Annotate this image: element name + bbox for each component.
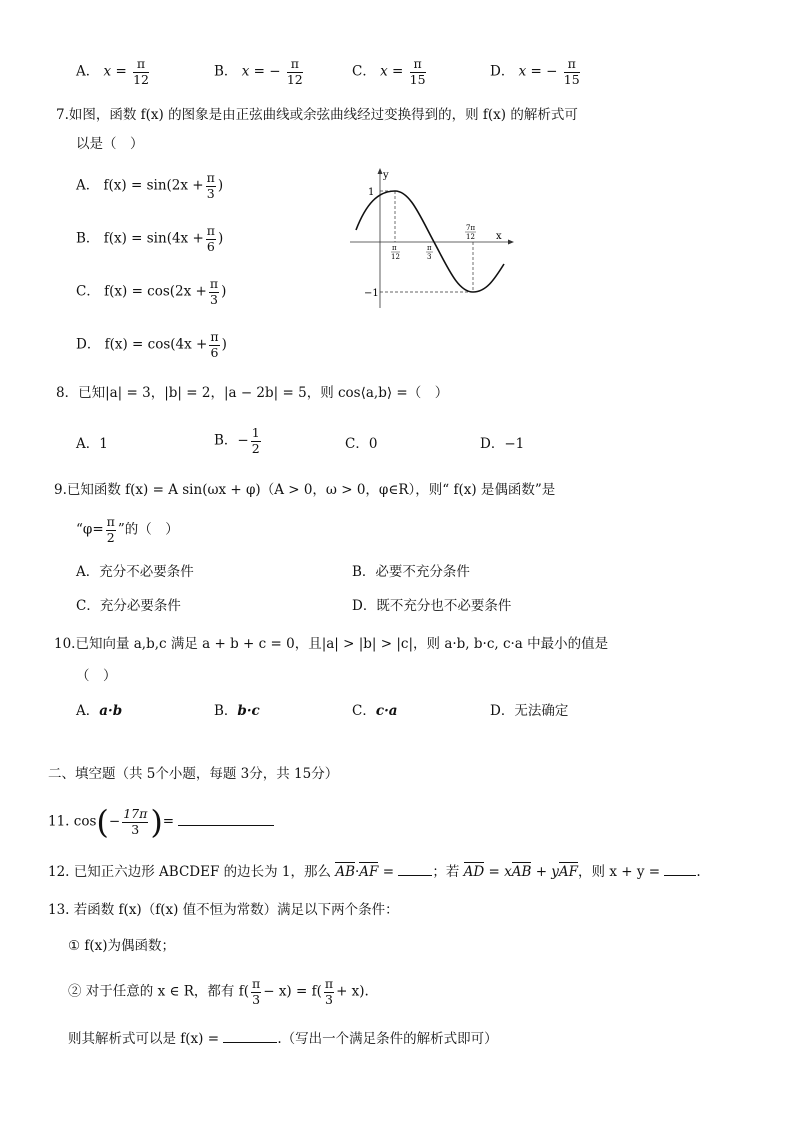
right-paren: ) <box>150 803 163 841</box>
tick-x2-num: π <box>427 244 432 252</box>
option-label: C． <box>352 703 376 719</box>
q8-option-d: D．−1 <box>480 436 525 452</box>
q13-stem: 13. 若函数 f(x)（f(x) 值不恒为常数）满足以下两个条件： <box>48 902 399 918</box>
answer-blank-2[interactable] <box>664 875 696 876</box>
option-label: D． <box>76 336 101 353</box>
q10-option-d: D．无法确定 <box>490 703 569 719</box>
stem-text: “φ= <box>76 521 104 538</box>
option-expression: x = − <box>518 63 558 80</box>
option-label: C． <box>76 283 100 300</box>
option-expression: f(x) = sin(4x + <box>103 230 204 247</box>
fraction: $\frac{\pi}{3}$ <box>252 976 261 1007</box>
q9-option-a: A．充分不必要条件 <box>76 564 194 580</box>
option-expression: x = <box>380 63 404 80</box>
fraction: $\frac{\pi}{3}$ <box>209 276 219 307</box>
tick-x3-num: 7π <box>466 224 476 232</box>
q10-option-a <box>76 705 122 719</box>
q8-option-c: C．0 <box>345 436 378 452</box>
option-label: B． <box>76 230 100 247</box>
q12-text: ；若 <box>432 864 460 880</box>
q9-option-c: C．充分必要条件 <box>76 598 181 614</box>
condition-text: + x). <box>336 983 369 1000</box>
answer-text: .（写出一个满足条件的解析式即可） <box>277 1031 498 1047</box>
q7-option-c <box>76 278 226 306</box>
q7-stem-line1: 7.如图，函数 f(x) 的图象是由正弦曲线或余弦曲线经过变换得到的，则 f(x) 的解析式可 <box>56 107 578 123</box>
option-label: A． <box>76 703 100 719</box>
q11-prefix: 11. cos <box>48 813 97 830</box>
fraction: $\frac{\pi}{15}$ <box>563 56 580 87</box>
stem-text: ”的（ ） <box>117 521 179 538</box>
period: . <box>696 864 701 880</box>
q7-function-graph <box>348 168 518 318</box>
q13-condition-1: ① f(x)为偶函数； <box>68 938 176 954</box>
vector-af: AF <box>359 864 379 880</box>
tick-x1-num: π <box>392 244 397 252</box>
option-expression: f(x) = cos(4x + <box>104 336 208 353</box>
q7-option-b <box>76 225 223 253</box>
option-expression: f(x) = sin(2x + <box>103 177 204 194</box>
left-paren: ( <box>96 803 109 841</box>
condition-text: ② 对于任意的 x ∈ R，都有 f( <box>68 983 249 1000</box>
answer-blank[interactable] <box>223 1042 277 1043</box>
minus-sign: − <box>108 813 121 830</box>
option-expression: a·b <box>99 703 123 719</box>
vector-ab: AB <box>335 864 355 880</box>
y-axis-label: y <box>383 170 389 181</box>
q6-option-b <box>214 58 305 86</box>
q12-text: ，则 x + y = <box>578 864 661 880</box>
vector-af: AF <box>558 864 579 880</box>
tick-y-bottom: −1 <box>364 288 379 299</box>
q9-option-b: B．必要不充分条件 <box>352 564 470 580</box>
q7-stem-line2: 以是（ ） <box>76 136 144 152</box>
fraction: $\frac{\pi}{6}$ <box>210 329 219 360</box>
equals-sign: = <box>162 813 175 830</box>
y-axis-arrow <box>378 168 383 174</box>
option-label: D． <box>490 63 515 80</box>
sine-curve <box>356 191 504 292</box>
option-label: A． <box>76 177 100 194</box>
tick-x2-den: 3 <box>427 253 432 261</box>
close-paren: ) <box>221 283 227 300</box>
option-label: B． <box>214 63 238 80</box>
q8-stem: 8．已知|a| = 3，|b| = 2，|a − 2b| = 5，则 cos⟨a,b⟩ =（ ） <box>56 385 449 401</box>
q10-option-b <box>214 705 260 719</box>
option-label: C． <box>352 63 376 80</box>
q6-option-c <box>352 58 428 86</box>
q6-option-a <box>76 58 151 86</box>
q13-condition-2 <box>68 978 369 1006</box>
q9-option-d: D．既不充分也不必要条件 <box>352 598 512 614</box>
x-axis-label: x <box>496 231 502 242</box>
q8-option-a: A．1 <box>76 436 108 452</box>
option-expression: c·a <box>375 703 398 719</box>
q10-stem-line2: （ ） <box>76 668 117 684</box>
q6-option-d <box>490 58 582 86</box>
option-expression: f(x) = cos(2x + <box>104 283 207 300</box>
option-expression: x = − <box>241 63 281 80</box>
fraction: $\frac{\pi}{12}$ <box>133 56 149 87</box>
q10-option-c <box>352 705 398 719</box>
fraction: $\frac{1}{2}$ <box>251 425 260 456</box>
fraction: $\frac{\pi}{6}$ <box>206 223 215 254</box>
close-paren: ) <box>218 230 224 247</box>
answer-blank[interactable] <box>178 825 274 826</box>
fraction: $\frac{\pi}{15}$ <box>409 56 426 87</box>
option-label: B． <box>214 703 238 719</box>
close-paren: ) <box>217 177 224 194</box>
answer-text: 则其解析式可以是 f(x) = <box>68 1031 220 1047</box>
q9-stem-line1: 9.已知函数 f(x) = A sin(ωx + φ)（A > 0，ω > 0，φ∈R），则“ f(x) 是偶函数”是 <box>54 482 556 498</box>
q9-stem-line2 <box>76 516 179 544</box>
dot-operator: · <box>355 864 360 880</box>
tick-x1-den: 12 <box>391 253 400 261</box>
condition-text: − x) = f( <box>263 983 322 1000</box>
q7-option-d <box>76 331 227 359</box>
section2-heading: 二、填空题（共 5个小题，每题 3分，共 15分） <box>48 766 339 782</box>
equals-sign: = <box>382 864 395 880</box>
q7-option-a <box>76 172 223 200</box>
fraction: $\frac{\pi}{3}$ <box>324 976 334 1007</box>
q12-text: + y <box>535 864 559 880</box>
option-label: A． <box>76 63 100 80</box>
x-axis-arrow <box>508 240 514 245</box>
q12-line <box>48 866 701 880</box>
answer-blank-1[interactable] <box>398 875 432 876</box>
tick-y-top: 1 <box>368 187 375 198</box>
vector-ad: AD <box>463 864 485 880</box>
q10-stem-line1: 10.已知向量 a,b,c 满足 a + b + c = 0，且|a| > |b| > |c|，则 a·b, b·c, c·a 中最小的值是 <box>54 636 609 652</box>
fraction: $\frac{\pi}{12}$ <box>286 56 303 87</box>
vector-ab: AB <box>511 864 532 880</box>
q12-text: = x <box>488 864 512 880</box>
close-paren: ) <box>221 336 227 353</box>
fraction: $\frac{\pi}{3}$ <box>206 170 215 201</box>
tick-x3-den: 12 <box>466 233 475 241</box>
q11-line <box>48 803 274 841</box>
q8-option-b <box>214 427 263 455</box>
option-expression: x = <box>103 63 127 80</box>
option-label: B．− <box>214 432 249 449</box>
option-expression: b·c <box>237 703 260 719</box>
q13-answer-line <box>68 1033 498 1047</box>
fraction: $\frac{17\pi}{3}$ <box>123 806 148 837</box>
fraction: $\frac{\pi}{2}$ <box>106 514 115 545</box>
q12-text: 12. 已知正六边形 ABCDEF 的边长为 1，那么 <box>48 864 332 880</box>
